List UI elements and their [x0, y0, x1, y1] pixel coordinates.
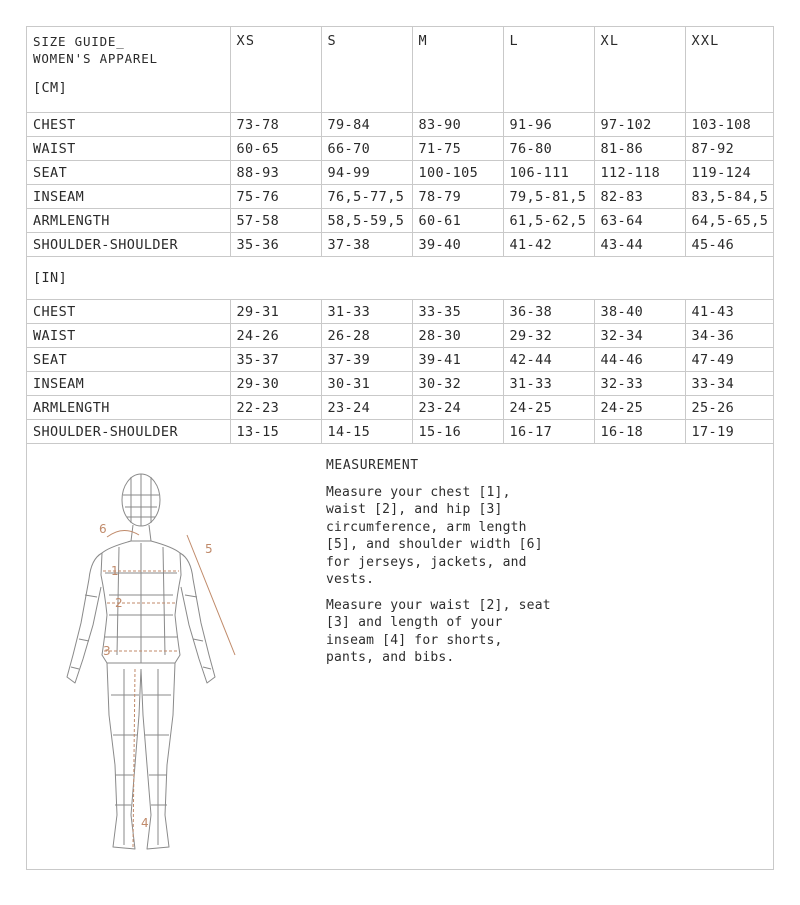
- size-value-cell: 103-108: [685, 113, 774, 137]
- measurement-panel: [27, 437, 773, 869]
- table-row: [27, 396, 774, 420]
- measurement-name-cell: SEAT: [27, 348, 230, 372]
- cm-unit-label: [CM]: [33, 80, 68, 96]
- size-value-cell: 16-17: [503, 420, 594, 444]
- size-header: XL: [594, 27, 685, 113]
- size-value-cell: 83-90: [412, 113, 503, 137]
- size-table: [27, 27, 774, 444]
- size-value-cell: 29-32: [503, 324, 594, 348]
- measurement-instructions: [326, 457, 556, 675]
- measurement-name-cell: SHOULDER-SHOULDER: [27, 233, 230, 257]
- size-value-cell: 87-92: [685, 137, 774, 161]
- header-row: [27, 27, 774, 113]
- size-value-cell: 42-44: [503, 348, 594, 372]
- size-value-cell: 79-84: [321, 113, 412, 137]
- size-value-cell: 43-44: [594, 233, 685, 257]
- measurement-name-cell: ARMLENGTH: [27, 209, 230, 233]
- size-value-cell: 24-25: [594, 396, 685, 420]
- measurement-name-cell: INSEAM: [27, 185, 230, 209]
- size-value-cell: 15-16: [412, 420, 503, 444]
- table-row: [27, 209, 774, 233]
- measurement-name-cell: WAIST: [27, 137, 230, 161]
- size-value-cell: 26-28: [321, 324, 412, 348]
- marker-2: 2: [115, 596, 123, 610]
- marker-1: 1: [111, 564, 119, 578]
- size-value-cell: 88-93: [230, 161, 321, 185]
- size-value-cell: 76-80: [503, 137, 594, 161]
- in-unit-label: [IN]: [27, 257, 774, 300]
- size-value-cell: 33-35: [412, 300, 503, 324]
- table-title-cell: [27, 27, 230, 113]
- size-value-cell: 97-102: [594, 113, 685, 137]
- size-value-cell: 17-19: [685, 420, 774, 444]
- size-value-cell: 35-36: [230, 233, 321, 257]
- size-header: M: [412, 27, 503, 113]
- size-value-cell: 29-30: [230, 372, 321, 396]
- size-value-cell: 22-23: [230, 396, 321, 420]
- size-value-cell: 30-32: [412, 372, 503, 396]
- table-row: [27, 300, 774, 324]
- size-value-cell: 16-18: [594, 420, 685, 444]
- table-row: [27, 185, 774, 209]
- size-value-cell: 31-33: [321, 300, 412, 324]
- size-value-cell: 24-26: [230, 324, 321, 348]
- size-value-cell: 24-25: [503, 396, 594, 420]
- size-value-cell: 31-33: [503, 372, 594, 396]
- measurement-name-cell: INSEAM: [27, 372, 230, 396]
- size-guide: [26, 26, 774, 870]
- size-value-cell: 25-26: [685, 396, 774, 420]
- size-value-cell: 14-15: [321, 420, 412, 444]
- size-value-cell: 78-79: [412, 185, 503, 209]
- size-value-cell: 83,5-84,5: [685, 185, 774, 209]
- size-value-cell: 30-31: [321, 372, 412, 396]
- measurement-paragraph-1: Measure your chest [1], waist [2], and hip [3] circumference, arm length [5], and shoulder width [6] for jerseys, jackets, and vests.: [326, 484, 543, 587]
- cm-section: [27, 113, 774, 257]
- table-row: [27, 113, 774, 137]
- size-header: XXL: [685, 27, 774, 113]
- table-row: [27, 324, 774, 348]
- guide-title: [33, 33, 230, 67]
- measurement-name-cell: ARMLENGTH: [27, 396, 230, 420]
- table-row: [27, 137, 774, 161]
- size-value-cell: 32-33: [594, 372, 685, 396]
- size-value-cell: 41-42: [503, 233, 594, 257]
- measurement-name-cell: SHOULDER-SHOULDER: [27, 420, 230, 444]
- size-value-cell: 94-99: [321, 161, 412, 185]
- measurement-paragraph-2: Measure your waist [2], seat [3] and length of your inseam [4] for shorts, pants, and bibs.: [326, 597, 551, 665]
- marker-6: 6: [99, 522, 107, 536]
- size-value-cell: 28-30: [412, 324, 503, 348]
- marker-3: 3: [103, 644, 111, 658]
- size-value-cell: 35-37: [230, 348, 321, 372]
- size-value-cell: 76,5-77,5: [321, 185, 412, 209]
- size-value-cell: 58,5-59,5: [321, 209, 412, 233]
- size-value-cell: 39-40: [412, 233, 503, 257]
- in-section: [27, 300, 774, 444]
- table-row: [27, 348, 774, 372]
- size-header: XS: [230, 27, 321, 113]
- size-value-cell: 44-46: [594, 348, 685, 372]
- size-value-cell: 79,5-81,5: [503, 185, 594, 209]
- in-unit-row: [27, 257, 774, 300]
- size-value-cell: 75-76: [230, 185, 321, 209]
- table-row: [27, 233, 774, 257]
- size-value-cell: 71-75: [412, 137, 503, 161]
- size-value-cell: 36-38: [503, 300, 594, 324]
- marker-5: 5: [205, 542, 213, 556]
- size-value-cell: 60-61: [412, 209, 503, 233]
- table-row: [27, 161, 774, 185]
- size-value-cell: 34-36: [685, 324, 774, 348]
- size-value-cell: 32-34: [594, 324, 685, 348]
- size-value-cell: 23-24: [321, 396, 412, 420]
- measurement-name-cell: CHEST: [27, 300, 230, 324]
- size-value-cell: 29-31: [230, 300, 321, 324]
- title-line-1: SIZE GUIDE_: [33, 34, 125, 49]
- size-value-cell: 91-96: [503, 113, 594, 137]
- marker-4: 4: [141, 816, 149, 830]
- size-value-cell: 112-118: [594, 161, 685, 185]
- size-value-cell: 38-40: [594, 300, 685, 324]
- size-header: S: [321, 27, 412, 113]
- measurement-name-cell: CHEST: [27, 113, 230, 137]
- body-figure-illustration: [47, 455, 277, 865]
- size-value-cell: 63-64: [594, 209, 685, 233]
- size-value-cell: 23-24: [412, 396, 503, 420]
- size-value-cell: 45-46: [685, 233, 774, 257]
- size-header: L: [503, 27, 594, 113]
- size-value-cell: 57-58: [230, 209, 321, 233]
- measurement-name-cell: SEAT: [27, 161, 230, 185]
- measurement-heading: MEASUREMENT: [326, 458, 419, 473]
- size-value-cell: 60-65: [230, 137, 321, 161]
- size-value-cell: 119-124: [685, 161, 774, 185]
- title-line-2: WOMEN'S APPAREL: [33, 51, 158, 66]
- table-row: [27, 372, 774, 396]
- size-value-cell: 13-15: [230, 420, 321, 444]
- size-value-cell: 81-86: [594, 137, 685, 161]
- size-value-cell: 106-111: [503, 161, 594, 185]
- size-value-cell: 82-83: [594, 185, 685, 209]
- size-value-cell: 33-34: [685, 372, 774, 396]
- size-value-cell: 37-39: [321, 348, 412, 372]
- size-value-cell: 41-43: [685, 300, 774, 324]
- size-value-cell: 47-49: [685, 348, 774, 372]
- size-value-cell: 61,5-62,5: [503, 209, 594, 233]
- size-value-cell: 73-78: [230, 113, 321, 137]
- size-value-cell: 64,5-65,5: [685, 209, 774, 233]
- size-value-cell: 39-41: [412, 348, 503, 372]
- size-value-cell: 37-38: [321, 233, 412, 257]
- measurement-name-cell: WAIST: [27, 324, 230, 348]
- size-value-cell: 66-70: [321, 137, 412, 161]
- size-value-cell: 100-105: [412, 161, 503, 185]
